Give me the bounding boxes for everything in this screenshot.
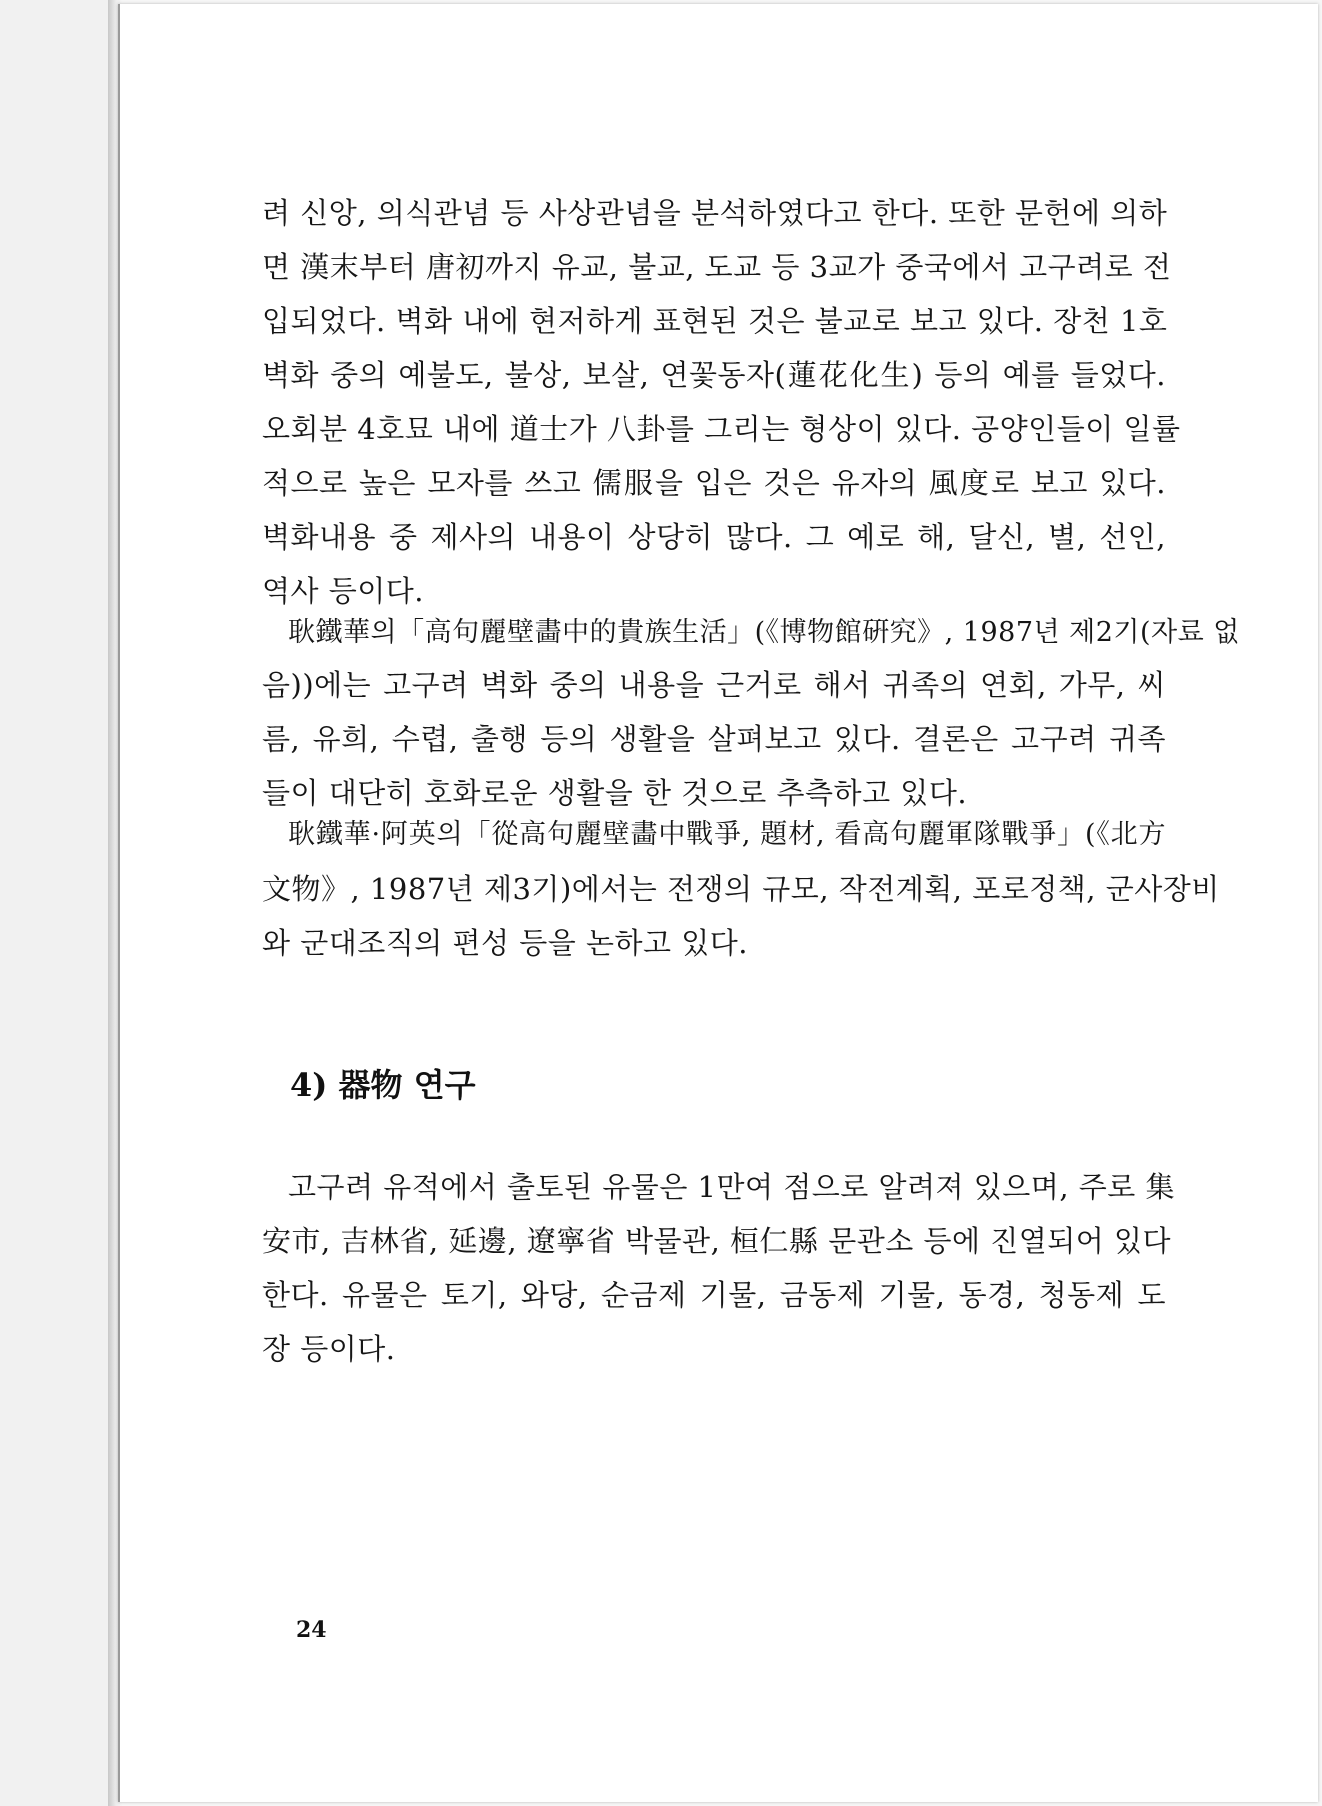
body-line: 음))에는 고구려 벽화 중의 내용을 근거로 해서 귀족의 연회, 가무, 씨 <box>262 668 1166 702</box>
body-line: 면 漢末부터 唐初까지 유교, 불교, 도교 등 3교가 중국에서 고구려로 전 <box>262 250 1172 284</box>
body-line: 한다. 유물은 토기, 와당, 순금제 기물, 금동제 기물, 동경, 청동제 도 <box>262 1278 1166 1312</box>
body-line: 文物》, 1987년 제3기)에서는 전쟁의 규모, 작전계획, 포로정책, 군사장비 <box>262 872 1220 906</box>
body-line: 오회분 4호묘 내에 道士가 八卦를 그리는 형상이 있다. 공양인들이 일률 <box>262 412 1181 446</box>
body-line: 들이 대단히 호화로운 생활을 한 것으로 추측하고 있다. <box>262 776 968 810</box>
body-line: 입되었다. 벽화 내에 현저하게 표현된 것은 불교로 보고 있다. 장천 1호 <box>262 304 1168 338</box>
body-line: 耿鐵華의「高句麗壁畵中的貴族生活」(《博物館硏究》, 1987년 제2기(자료 없 <box>288 617 1240 648</box>
body-line: 름, 유희, 수렵, 출행 등의 생활을 살펴보고 있다. 결론은 고구려 귀족 <box>262 722 1166 756</box>
body-line: 적으로 높은 모자를 쓰고 儒服을 입은 것은 유자의 風度로 보고 있다. <box>262 466 1166 500</box>
body-line: 역사 등이다. <box>262 574 425 608</box>
section-heading: 4) 器物 연구 <box>290 1066 476 1104</box>
body-line: 려 신앙, 의식관념 등 사상관념을 분석하였다고 한다. 또한 문헌에 의하 <box>262 196 1168 230</box>
body-line: 벽화 중의 예불도, 불상, 보살, 연꽃동자(蓮花化生) 등의 예를 들었다. <box>262 358 1166 392</box>
body-line: 고구려 유적에서 출토된 유물은 1만여 점으로 알려져 있으며, 주로 集 <box>288 1170 1175 1204</box>
body-line: 耿鐵華·阿英의「從高句麗壁畵中戰爭, 題材, 看高句麗軍隊戰爭」(《北方 <box>288 819 1166 850</box>
body-line: 安市, 吉林省, 延邊, 遼寧省 박물관, 桓仁縣 문관소 등에 진열되어 있다 <box>262 1224 1172 1258</box>
page-number: 24 <box>296 1617 327 1643</box>
body-line: 장 등이다. <box>262 1332 396 1366</box>
body-line: 와 군대조직의 편성 등을 논하고 있다. <box>262 926 749 960</box>
body-line: 벽화내용 중 제사의 내용이 상당히 많다. 그 예로 해, 달신, 별, 선인, <box>262 520 1166 554</box>
